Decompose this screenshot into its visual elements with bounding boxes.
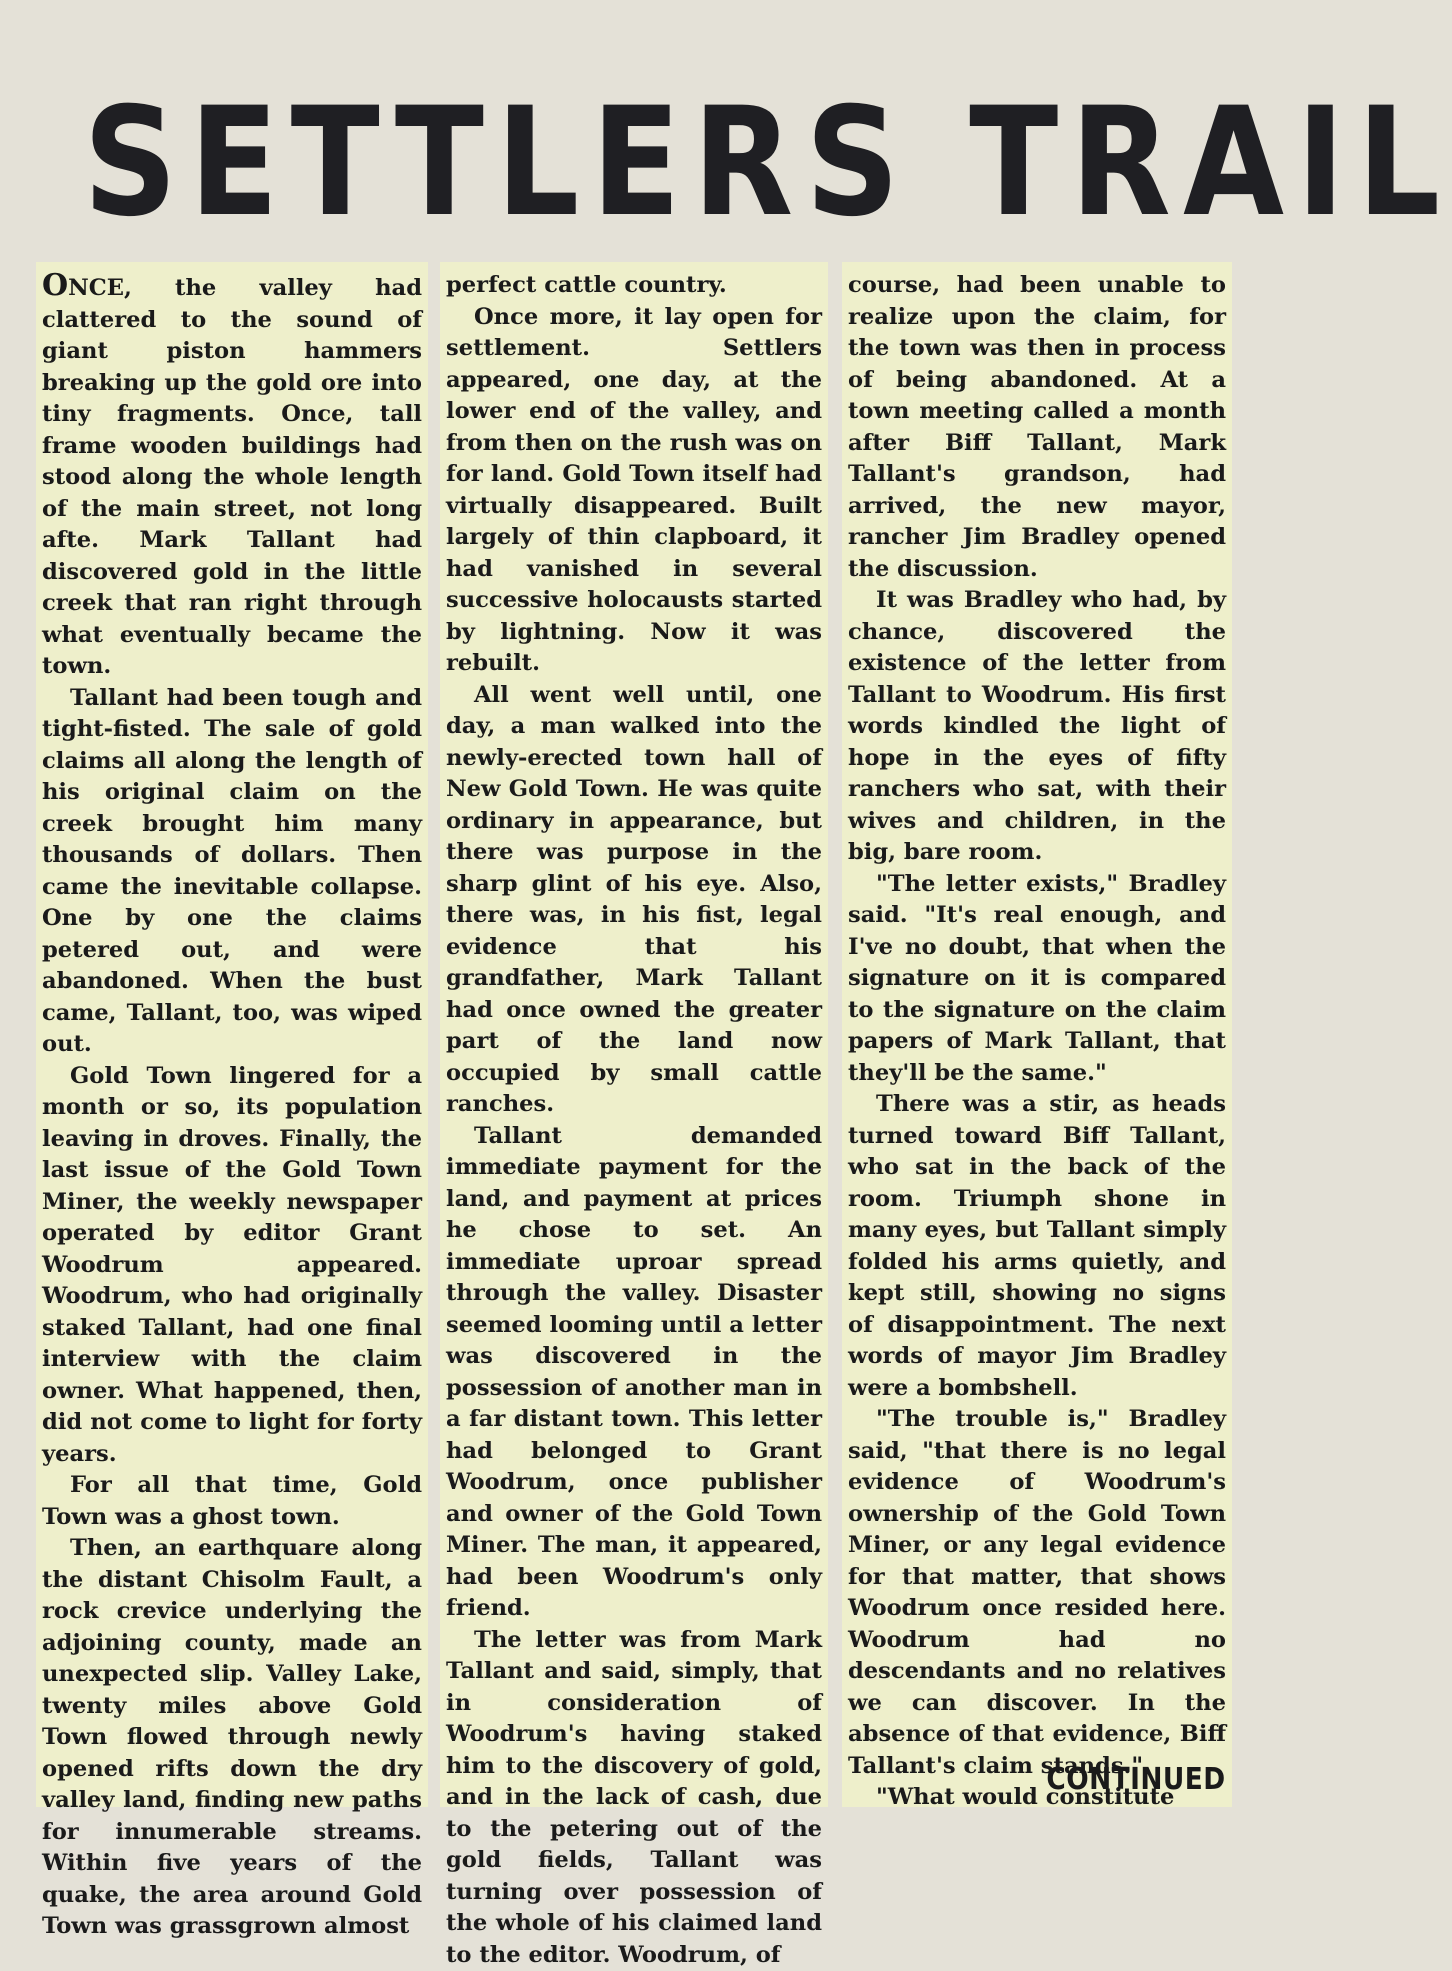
paragraph: Tallant demanded immediate payment for the land, and payment at prices he chose to set. An immediate uproar spread through the valley. Disaster seemed looming until a letter was discovered in the possession of another man in a far distant town. This letter had belonged to Grant Woodrum, once publisher and owner of the Gold Town Miner. The man, it appeared, had been Woodrum's only friend.	[446, 1121, 822, 1625]
paragraph: "The letter exists," Bradley said. "It's real enough, and I've no doubt, that when the signature on it is compared to the signature on the claim papers of Mark Tallant, that they'll be the same."	[848, 869, 1226, 1090]
paragraph: All went well until, one day, a man walked into the newly-erected town hall of New Gold Town. He was quite ordinary in appearance, but there was purpose in the sharp glint of his eye. Also, there was, in his fist, legal evidence that his grandfather, Mark Tallant had once owned the greater part of the land now occupied by small cattle ranches.	[446, 680, 822, 1121]
paragraph: The letter was from Mark Tallant and said, simply, that in consideration of Woodrum's having staked him to the discovery of gold, and in the lack of cash, due to the petering out of the gold fields, Tallant was turning over possession of the whole of his claimed land to the editor. Woodrum, of	[446, 1625, 822, 1971]
continued-label: CONTINUED	[1047, 1762, 1226, 1797]
paragraph: perfect cattle country.	[446, 270, 822, 302]
story-title: SETTLERS TRAIL	[83, 88, 1197, 238]
text-column-2	[440, 262, 828, 1807]
paragraph: There was a stir, as heads turned toward Biff Tallant, who sat in the back of the room. Triumph shone in many eyes, but Tallant simply folded his arms quietly, and kept still, showing no signs of disappointment. The next words of mayor Jim Bradley were a bombshell.	[848, 1089, 1226, 1404]
paragraph: Once more, it lay open for settlement. Settlers appeared, one day, at the lower end of the valley, and from then on the rush was on for land. Gold Town itself had virtually disappeared. Built largely of thin clapboard, it had vanished in several successive holocausts started by lightning. Now it was rebuilt.	[446, 302, 822, 680]
text-column-3	[842, 262, 1232, 1807]
paragraph: For all that time, Gold Town was a ghost town.	[42, 1470, 422, 1533]
paragraph: "The trouble is," Bradley said, "that there is no legal evidence of Woodrum's ownership of the Gold Town Miner, or any legal evidence for that matter, that shows Woodrum once resided here. Woodrum had no descendants and no relatives we can discover. In the absence of that evidence, Biff Tallant's claim stands."	[848, 1404, 1226, 1782]
paragraph: ONCE, the valley had clattered to the sound of giant piston hammers breaking up the gold ore into tiny fragments. Once, tall frame wooden buildings had stood along the whole length of the main street, not long afte. Mark Tallant had discovered gold in the little creek that ran right through what eventually became the town.	[42, 270, 422, 683]
paragraph: Tallant had been tough and tight-fisted. The sale of gold claims all along the length of his original claim on the creek brought him many thousands of dollars. Then came the inevitable collapse. One by one the claims petered out, and were abandoned. When the bust came, Tallant, too, was wiped out.	[42, 683, 422, 1061]
paragraph: course, had been unable to realize upon the claim, for the town was then in process of being abandoned. At a town meeting called a month after Biff Tallant, Mark Tallant's grandson, had arrived, the new mayor, rancher Jim Bradley opened the discussion.	[848, 270, 1226, 585]
paragraph: It was Bradley who had, by chance, discovered the existence of the letter from Tallant to Woodrum. His first words kindled the light of hope in the eyes of fifty ranchers who sat, with their wives and children, in the big, bare room.	[848, 585, 1226, 869]
drop-cap: O	[42, 268, 68, 303]
paragraph: Then, an earthquare along the distant Chisolm Fault, a rock crevice underlying the adjoining county, made an unexpected slip. Valley Lake, twenty miles above Gold Town flowed through newly opened rifts down the dry valley land, finding new paths for innumerable streams. Within five years of the quake, the area around Gold Town was grassgrown almost	[42, 1533, 422, 1943]
paragraph: "What would constitute	[848, 1782, 1226, 1814]
text-column-1	[36, 262, 428, 1807]
paragraph: Gold Town lingered for a month or so, its population leaving in droves. Finally, the last issue of the Gold Town Miner, the weekly newspaper operated by editor Grant Woodrum appeared. Woodrum, who had originally staked Tallant, had one final interview with the claim owner. What happened, then, did not come to light for forty years.	[42, 1061, 422, 1471]
